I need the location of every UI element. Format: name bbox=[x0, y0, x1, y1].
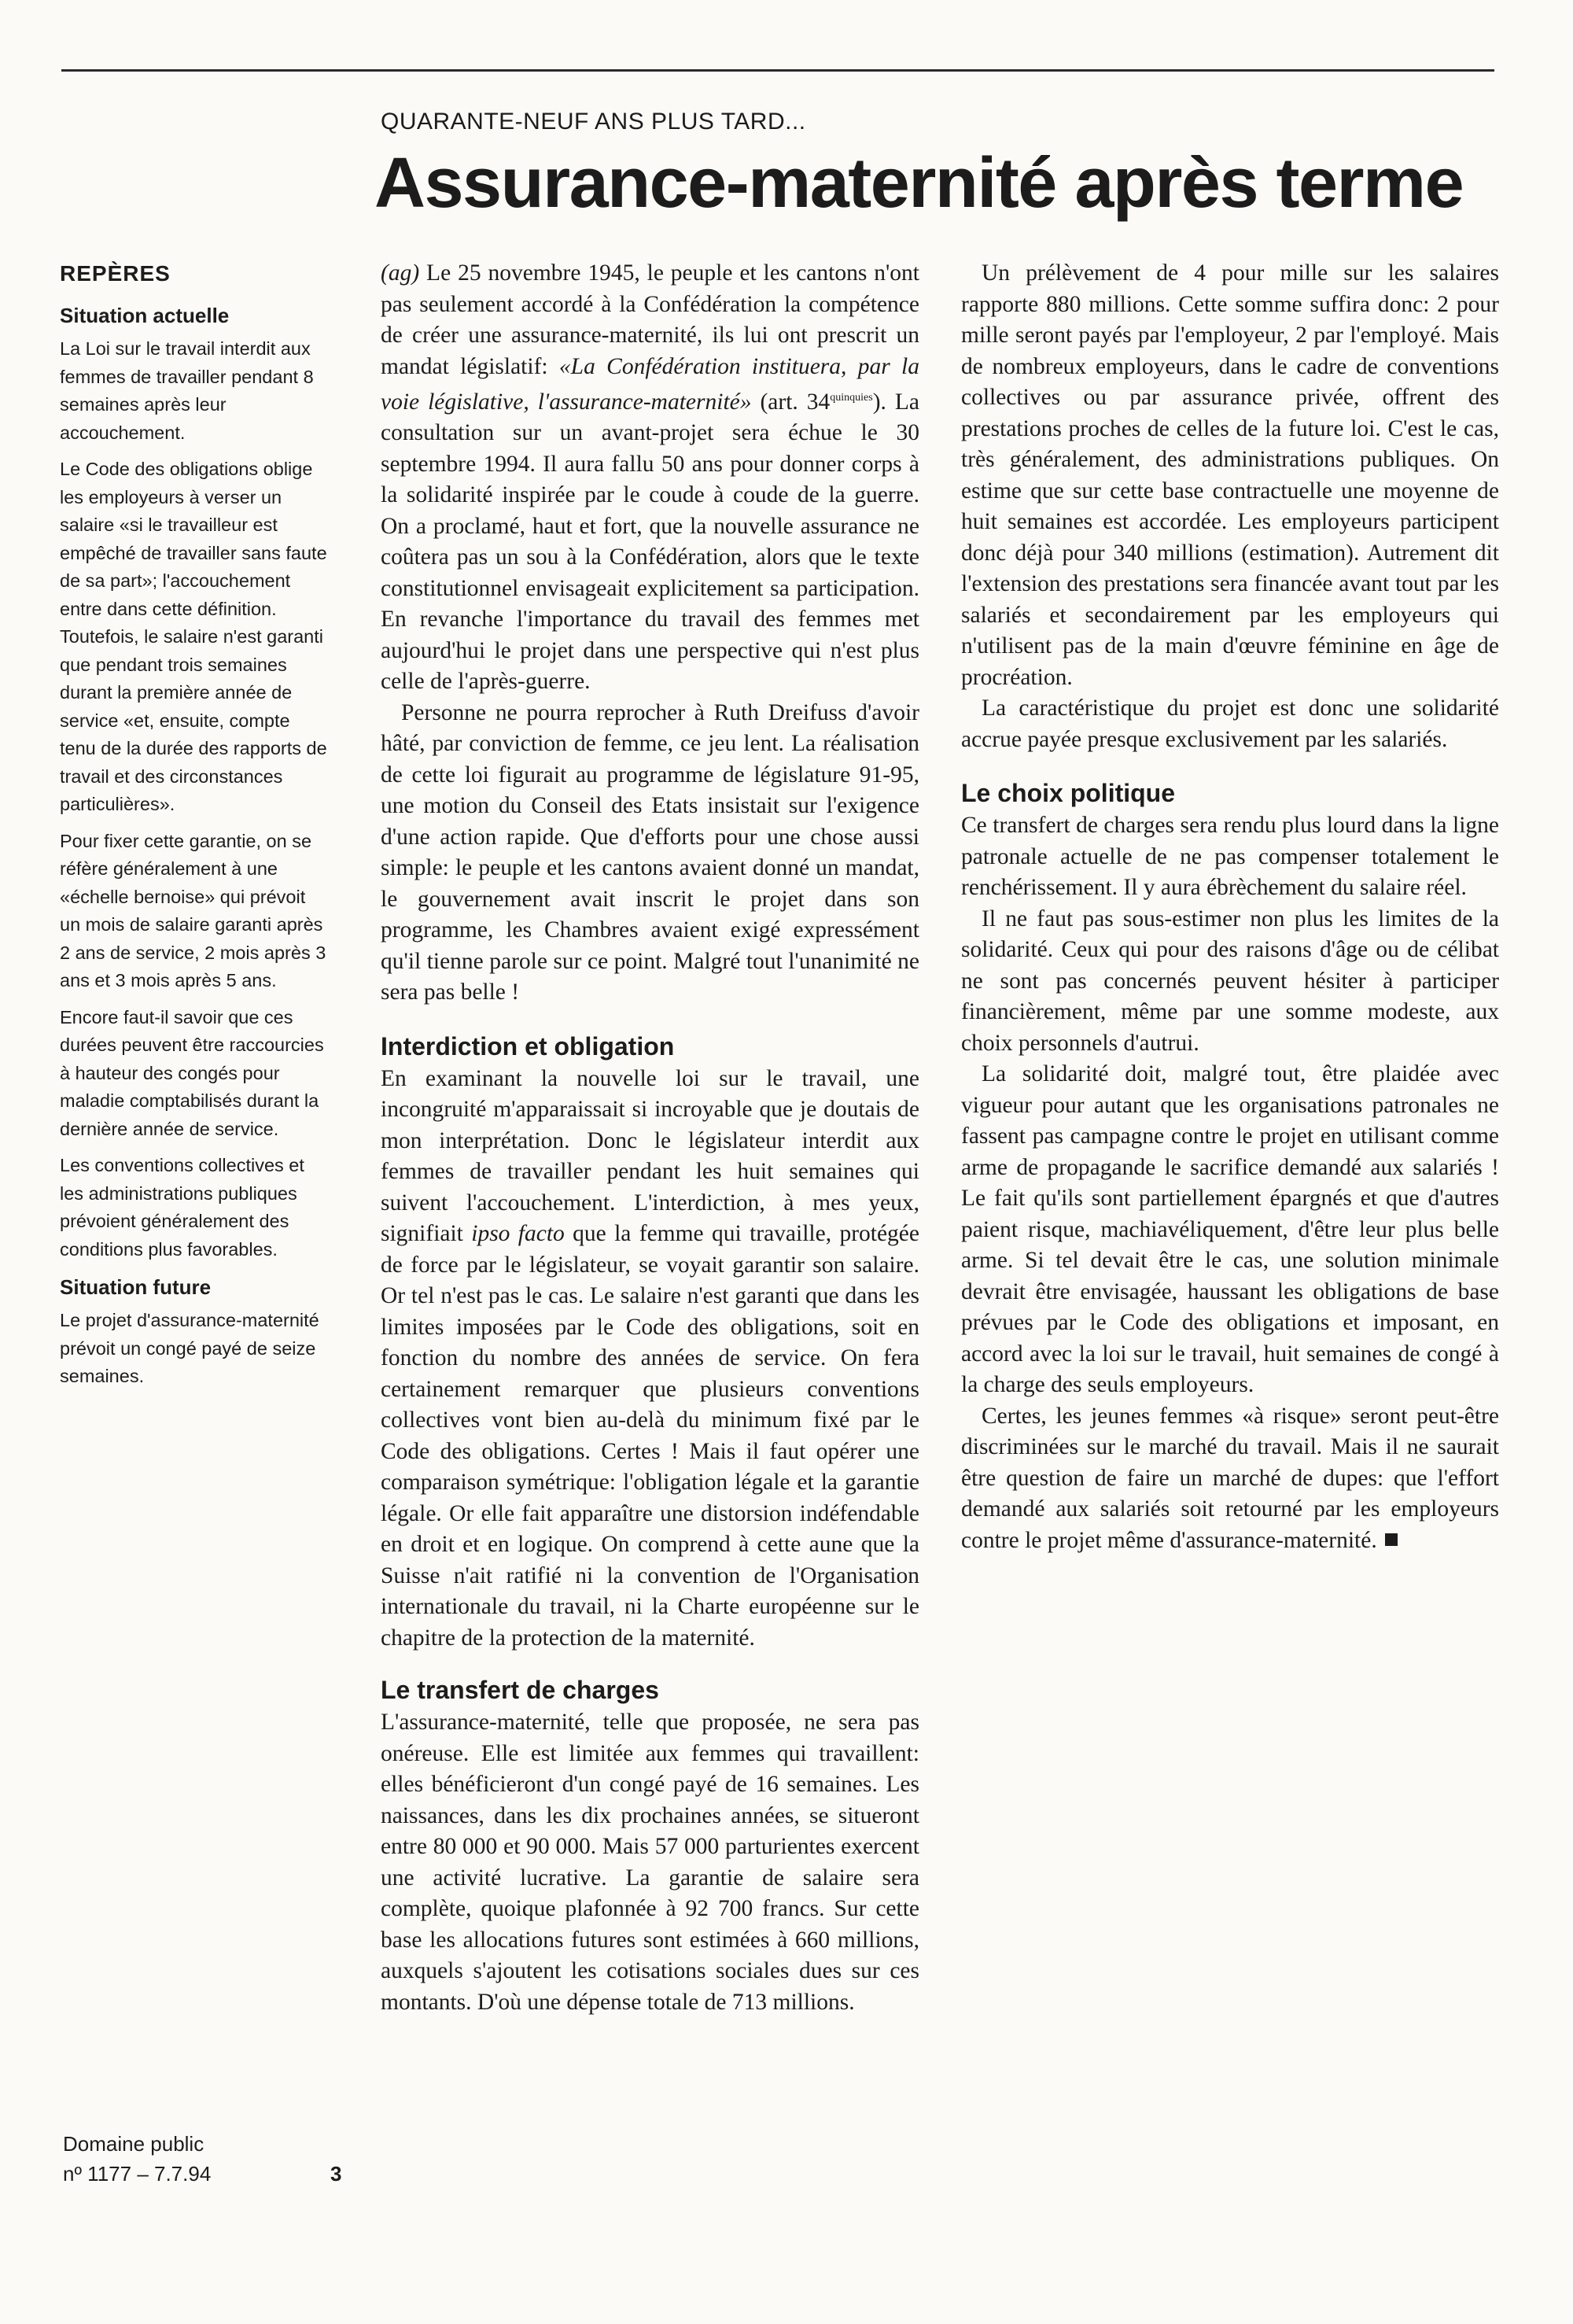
sidebar-heading-future: Situation future bbox=[60, 1275, 212, 1299]
publication-name: Domaine public bbox=[63, 2132, 204, 2156]
article-column-2 bbox=[961, 258, 1499, 1556]
issue-info: nº 1177 – 7.7.94 bbox=[63, 2162, 212, 2186]
section-heading-transfert: Le transfert de charges bbox=[381, 1676, 659, 1705]
publication-footer bbox=[63, 2129, 346, 2189]
page-number: 3 bbox=[330, 2162, 342, 2186]
body-paragraph: Un prélèvement de 4 pour mille sur les salaires rapporte 880 millions. Cette somme suffira donc: 2 pour mille seront payés par l'employeur, 2 par l'employé. Mais de nombreux employeurs, dans le cadre de conventions collectives ou par assurance privée, offrent des prestations proches de celles de la future loi. C'est le cas, très généralement, des administrations publiques. On estime que sur cette base contractuelle une moyenne de huit semaines est accordée. Les employeurs participent donc déjà pour 340 millions (estimation). Autrement dit l'extension des prestations sera financée avant tout par les salariés et secondairement par les employeurs qui n'utilisent pas de la main d'œuvre féminine en âge de procréation. bbox=[961, 260, 1499, 690]
body-paragraph: L'assurance-maternité, telle que proposée, ne sera pas onéreuse. Elle est limitée aux femmes qui travaillent: elles bénéficieront d'un congé payé de 16 semaines. Les naissances, dans les dix prochaines années, se situeront entre 80 000 et 90 000. Mais 57 000 parturientes exercent une activité lucrative. La garantie de salaire sera complète, quoique plafonnée à 92 700 francs. Sur cette base les allocations futures sont estimées à 660 millions, auxquels s'ajoutent les cotisations sociales dues sur ces montants. D'où une dépense totale de 713 millions. bbox=[381, 1710, 919, 2015]
end-of-article-mark bbox=[1385, 1533, 1398, 1546]
article-superscript: quinquies bbox=[830, 392, 873, 404]
latin-phrase: ipso facto bbox=[471, 1221, 565, 1247]
sidebar-paragraph: Le projet d'assurance-maternité prévoit un congé payé de seize semaines. bbox=[60, 1310, 319, 1386]
body-paragraph: La solidarité doit, malgré tout, être plaidée avec vigueur pour autant que les organisations patronales ne fassent pas campagne contre le projet en utilisant comme arme de propagande le sacrifice demandé aux salariés ! Le fait qu'ils sont partiellement épargnés et que d'autres paient risque, machiavéliquement, d'être leur plus belle arme. Si tel devait être le cas, une solution minimale devrait être envisagée, haussant les obligations de base prévues par le Code des obligations et imposant, en accord avec la loi sur le travail, huit semaines de congé à la charge des seuls employeurs. bbox=[961, 1061, 1499, 1397]
sidebar-paragraph: Le Code des obligations oblige les employeurs à verser un salaire «si le travailleur est empêché de travailler sans faute de sa part»; l'accouchement entre dans cette définition. Toutefois, le salaire n'est garanti que pendant trois semaines durant la première année de service «et, ensuite, compte tenu de la durée des rapports de travail et des circonstances particulières». bbox=[60, 459, 327, 814]
body-paragraph bbox=[381, 1064, 919, 1654]
author-initials: (ag) bbox=[381, 260, 420, 286]
article-column-1 bbox=[381, 258, 919, 2018]
intro-text: Le 25 novembre 1945, le peuple et les cantons n'ont pas seulement accordé à la Confédération la compétence de créer une assurance-maternité, ils lui ont prescrit un mandat législatif: bbox=[381, 260, 919, 379]
sidebar-title: REPÈRES bbox=[60, 261, 171, 286]
body-paragraph: Ce transfert de charges sera rendu plus lourd dans la ligne patronale actuelle de ne pas compenser totalement le renchérissement. Il y aura ébrèchement du salaire réel. bbox=[961, 813, 1499, 900]
article-kicker: QUARANTE-NEUF ANS PLUS TARD... bbox=[381, 109, 806, 135]
body-paragraph: Personne ne pourra reprocher à Ruth Dreifuss d'avoir hâté, par conviction de femme, ce jeu lent. La réalisation de cette loi figurait au programme de législature 91-95, une motion du Conseil des Etats insistait sur l'exigence d'une action rapide. Que d'efforts pour une chose aussi simple: le peuple et les cantons avaient donné un mandat, le gouvernement avait inscrit le projet dans son programme, les Chambres avaient exigé expressément qu'il tienne parole sur ce point. Malgré tout l'unanimité ne sera pas belle ! bbox=[381, 699, 919, 1005]
body-text: Certes, les jeunes femmes «à risque» seront peut-être discriminées sur le marché du travail. Mais il ne saurait être question de faire un marché de dupes: que l'effort demandé aux salariés soit retourné par les employeurs contre le projet même d'assurance-maternité. bbox=[961, 1403, 1499, 1553]
reperes-sidebar bbox=[60, 258, 330, 1400]
sidebar-paragraph: La Loi sur le travail interdit aux femmes de travailler pendant 8 semaines après leur accouchement. bbox=[60, 338, 314, 443]
body-paragraph: Il ne faut pas sous-estimer non plus les limites de la solidarité. Ceux qui pour des raisons d'âge ou de célibat ne sont pas concernés peuvent hésiter à participer financièrement, même par une somme modeste, aux choix personnels d'autrui. bbox=[961, 906, 1499, 1056]
sidebar-paragraph: Encore faut-il savoir que ces durées peuvent être raccourcies à hauteur des congés pour maladie comptabilisés durant la dernière année de service. bbox=[60, 1006, 324, 1139]
intro-text: ). La consultation sur un avant-projet sera échue le 30 septembre 1994. Il aura fallu 50 ans pour donner corps à la solidarité inspirée par le coude à coude de la guerre. On a proclamé, haut et fort, que la nouvelle assurance ne coûtera pas un sou à la Confédération, alors que le texte constitutionnel envisageait explicitement sa participation. En revanche l'importance du travail des femmes met aujourd'hui le projet dans une perspective qui n'est plus celle de l'après-guerre. bbox=[381, 389, 920, 695]
body-text: En examinant la nouvelle loi sur le travail, une incongruité m'apparaissait si incroyable que je doutais de mon interprétation. Donc le législateur interdit aux femmes de travailler pendant les huit semaines qui suivent l'accouchement. L'interdiction, à mes yeux, signifiait bbox=[381, 1065, 919, 1247]
sidebar-paragraph: Les conventions collectives et les administrations publiques prévoient généralement des conditions plus favorables. bbox=[60, 1155, 304, 1260]
sidebar-heading-current: Situation actuelle bbox=[60, 304, 230, 327]
sidebar-paragraph: Pour fixer cette garantie, on se réfère généralement à une «échelle bernoise» qui prévoit un mois de salaire garanti après 2 ans de service, 2 mois après 3 ans et 3 mois après 5 ans. bbox=[60, 830, 326, 990]
section-heading-choix: Le choix politique bbox=[961, 779, 1176, 807]
intro-text: (art. 34 bbox=[751, 389, 831, 415]
section-heading-interdiction: Interdiction et obligation bbox=[381, 1031, 675, 1061]
article-headline: Assurance-maternité après terme bbox=[374, 144, 1464, 223]
constitution-quote: «La Confédération instituera, par la voie législative, l'assurance-maternité» bbox=[381, 353, 919, 415]
body-paragraph: La caractéristique du projet est donc une solidarité accrue payée presque exclusivement par les salariés. bbox=[961, 695, 1499, 752]
body-text: que la femme qui travaille, protégée de force par le législateur, se voyait garantir son salaire. Or tel n'est pas le cas. Le salaire n'est garanti que dans les limites imposées par le Code des obligations, soit en fonction du nombre des années de service. On fera certainement remarquer que plusieurs conventions collectives vont bien au-delà du minimum fixé par le Code des obligations. Certes ! Mais il faut opérer une comparaison symétrique: l'obligation légale et la garantie légale. Or elle fait apparaître une distorsion indéfendable en droit et en logique. On comprend à cette aune que la Suisse n'ait ratifié ni la convention de l'Organisation internationale du travail, ni la Charte européenne sur le chapitre de la protection de la maternité. bbox=[381, 1221, 919, 1651]
top-rule bbox=[61, 69, 1494, 72]
intro-paragraph bbox=[381, 258, 919, 698]
final-paragraph bbox=[961, 1401, 1499, 1557]
